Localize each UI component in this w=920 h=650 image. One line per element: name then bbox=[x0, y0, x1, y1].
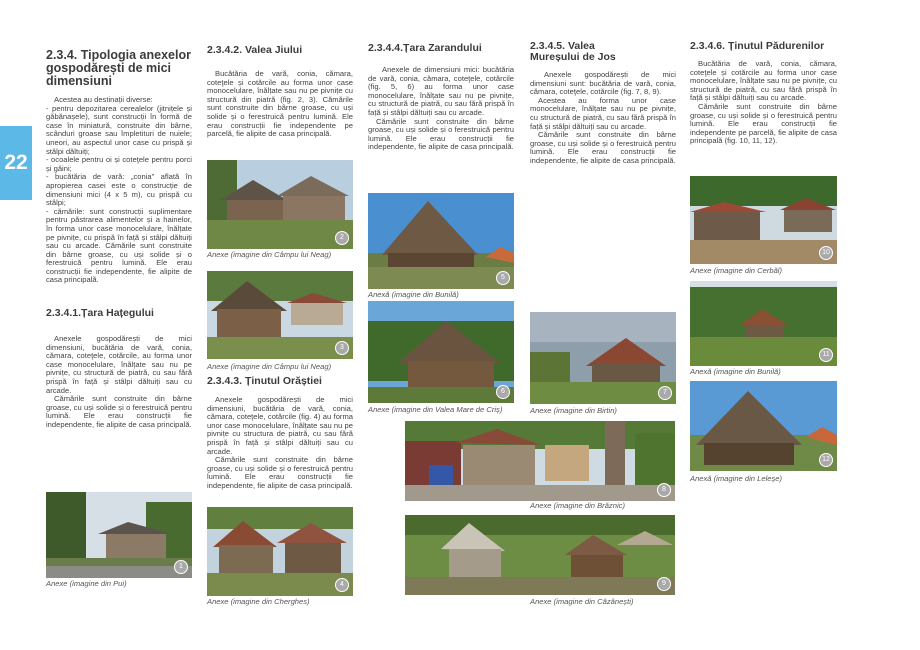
photo-6 bbox=[368, 301, 514, 403]
paragraph: Anexele de dimensiuni mici: bucătăria de vară, conia, cămara, coteţele, cotărcile (fig. 5, 6) au forma unor case monocelulare, înălțate sau nu pe pivnițe, cu structură de piatră, cu sau fără prispă în față și stâlpi dăltuiți sau cu arcade. bbox=[368, 65, 514, 117]
photo-2 bbox=[207, 160, 353, 249]
column-2 bbox=[207, 45, 353, 139]
figure-number-badge: 8 bbox=[657, 483, 671, 497]
column-4 bbox=[530, 41, 676, 166]
caption-7: Anexe (imagine din Birtin) bbox=[530, 406, 617, 415]
caption-10: Anexe (imagine din Cerbăl) bbox=[690, 266, 783, 275]
column-1 bbox=[46, 49, 192, 430]
photo-9 bbox=[405, 515, 675, 595]
figure-number-badge: 9 bbox=[657, 577, 671, 591]
paragraph: Bucătăria de vară, conia, cămara, coteţele și cotărcile au forma unor case monocelulare, înălțate sau nu pe pivnițe, cu structură de piatră, cu sau fără prispă în față și stâlpi dăltuiți sau cu arcade. bbox=[690, 59, 837, 103]
column-5 bbox=[690, 41, 837, 146]
figure-number-badge: 11 bbox=[819, 348, 833, 362]
subsection-title: 2.3.4.1.Țara Hațegului bbox=[46, 307, 154, 320]
photo-5 bbox=[368, 193, 514, 289]
photo-11 bbox=[690, 281, 837, 366]
paragraph: Cămările sunt construite din bârne groase, cu uși solide și o ferestruică pentru lumină. Ele erau construcții fie independente, fie alipite de casa principală. bbox=[368, 116, 514, 152]
paragraph: - cămările: sunt construcții suplimentare pentru păstrarea alimentelor și a hainelor, în forma unor case monocelulare, înălțate pe pivnițe, cu prispă în față și stâlpi dăltuiți sau cu arcade. Cămările sunt construite din bârne groase, cu uși solide și o ferestruică pentru lumină. Ele erau construcții fie independente, fie alipite de casa principală. bbox=[46, 206, 192, 285]
figure-number-badge: 1 bbox=[174, 560, 188, 574]
paragraph: Bucătăria de vară, conia, cămara, coteţele și cotărcile au forma unor case monocelulare, înălțate sau nu pe pivnițe cu structură din piatră (fig. 2, 3). Cămările sunt construite din bârne groase, cu uși solide și o ferestruică pentru lumină. Ele erau construcții fie independente pe parcelă, fie alipite de casa principală. bbox=[207, 69, 353, 139]
figure-number-badge: 7 bbox=[658, 386, 672, 400]
column-2-lower bbox=[207, 376, 353, 491]
paragraph: Acestea au destinații diverse: bbox=[54, 95, 153, 104]
caption-8: Anexe (imagine din Brăznic) bbox=[530, 501, 625, 510]
caption-1: Anexe (imagine din Pui) bbox=[46, 579, 127, 588]
paragraph: Cămările sunt construite din bârne groase, cu uși solide și o ferestruică pentru lumină. Ele erau construcții fie independente, fie alipite de casa principală. bbox=[530, 130, 676, 165]
paragraph: Cămările sunt construite din bârne groase, cu uși solide și o ferestruică pentru lumină. Ele erau construcții fie independente pe parcelă, fie alipite de casa principală (fig. 10, 11, 12). bbox=[690, 101, 837, 146]
caption-6: Anexe (imagine din Valea Mare de Criș) bbox=[368, 405, 503, 414]
figure-number-badge: 3 bbox=[335, 341, 349, 355]
figure-number-badge: 2 bbox=[335, 231, 349, 245]
caption-3: Anexe (imagine din Câmpu lui Neag) bbox=[207, 362, 332, 371]
section-title: 2.3.4.2. Valea Jiului bbox=[207, 44, 303, 56]
paragraph: Cămările sunt construite din bârne groase, cu uși solide și o ferestruică pentru lumină. Ele erau construcții fie independente, fie alipite de casa principală. bbox=[207, 455, 353, 490]
caption-2: Anexe (imagine din Câmpu lui Neag) bbox=[207, 250, 332, 259]
section-title: 2.3.4. Tipologia anexelor gospodărești de mici dimensiuni bbox=[46, 48, 191, 88]
paragraph: Anexele gospodărești de mici dimensiuni, bucătăria de vară, conia, cămara, coteţele, cotărcile, au forma unor case monocelulare, înălțate sau nu pe pivnițe, cu structură de piatră, cu sau fără prispă în față și stâlpi dăltuiți sau cu arcade. bbox=[46, 334, 192, 395]
caption-11: Anexă (imagine din Bunilă) bbox=[690, 367, 781, 376]
paragraph: Anexele gospodărești de mici dimensiuni sunt: bucătăria de vară, conia, cămara, coteţele, cotărcile (fig. 7, 8, 9). bbox=[530, 70, 676, 97]
section-title: 2.3.4.4.Țara Zarandului bbox=[368, 42, 482, 54]
caption-9: Anexe (imagine din Căzănești) bbox=[530, 597, 634, 606]
photo-10 bbox=[690, 176, 837, 264]
photo-4 bbox=[207, 507, 353, 596]
paragraph: Anexele gospodărești de mici dimensiuni, bucătăria de vară, conia, cămara, coteţele, cotărcile (fig. 4) au forma unor case monocelulare, înălțate sau nu pe pivnițe cu structura de piatră, cu sau fără prispă în față și stâlpi dăltuiți sau cu arcade. bbox=[207, 395, 353, 456]
photo-12 bbox=[690, 381, 837, 471]
paragraph: - bucătăria de vară: „conia” aflată în apropierea casei este o construcție de dimensiuni mici (4 x 5 m), cu prispă cu stâlpi; bbox=[46, 172, 192, 208]
section-title: 2.3.4.6. Ținutul Pădurenilor bbox=[690, 40, 825, 52]
figure-number-badge: 10 bbox=[819, 246, 833, 260]
figure-number-badge: 6 bbox=[496, 385, 510, 399]
paragraph: Cămările sunt construite din bârne groase, cu uși solide și o ferestruică pentru lumină. Ele erau construcții fie independente, fie alipite de casa principală. bbox=[46, 394, 192, 429]
paragraph: - ocoalele pentru oi și coteţele pentru porci și găini; bbox=[46, 155, 192, 173]
photo-8 bbox=[405, 421, 675, 501]
caption-12: Anexă (imagine din Leleșe) bbox=[690, 474, 783, 483]
figure-number-badge: 12 bbox=[819, 453, 833, 467]
paragraph: - pentru depozitarea cerealelor (jitnițele și găbănașele), sunt construcții în formă de case în miniatură, construite din bârne, scânduri groase sau împletituri de nuiele; uneori, au aspectul unor case cu prispă și stâlpi dăltuiți; bbox=[46, 103, 192, 156]
photo-1 bbox=[46, 492, 192, 578]
figure-number-badge: 5 bbox=[496, 271, 510, 285]
column-3 bbox=[368, 43, 514, 152]
page-number-tab: 22 bbox=[0, 126, 32, 200]
figure-number-badge: 4 bbox=[335, 578, 349, 592]
section-title: 2.3.4.5. Valea Mureșului de Jos bbox=[530, 40, 616, 63]
caption-5: Anexă (imagine din Bunilă) bbox=[368, 290, 459, 299]
photo-7 bbox=[530, 312, 676, 404]
caption-4: Anexe (imagine din Cherghes) bbox=[207, 597, 310, 606]
section-title: 2.3.4.3. Ținutul Orăștiei bbox=[207, 375, 322, 387]
paragraph: Acestea au forma unor case monocelulare, înălțate sau nu pe pivnițe, cu structură de piatră, cu sau fără prispă în față și stâlpi dăltuiți sau cu arcade. bbox=[530, 95, 676, 131]
photo-3 bbox=[207, 271, 353, 359]
